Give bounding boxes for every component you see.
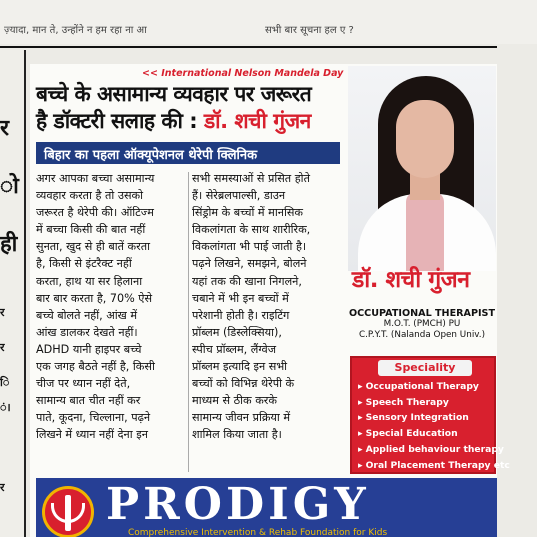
body-line: चीज पर ध्यान नहीं देते, <box>36 377 131 391</box>
body-line: करता, हाथ या सर हिलाना <box>36 274 143 288</box>
headline-line-2 <box>36 107 311 135</box>
body-line: सिंड्रोम के बच्चों में मानसिक <box>192 206 303 220</box>
body-line: बच्चों को विभिन्न थेरेपी के <box>192 377 295 391</box>
logo-bar <box>65 495 71 531</box>
body-line: सामान्य बात चीत नहीं कर <box>36 394 141 408</box>
headline-prefix: है डॉक्टरी सलाह की : <box>36 109 204 133</box>
body-line: माध्यम से ठीक करके <box>192 394 277 408</box>
left-fragment: र <box>0 481 5 494</box>
speciality-item: ▸ Special Education <box>358 426 510 442</box>
left-fragment: र <box>0 116 9 141</box>
speciality-item: ▸ Speech Therapy <box>358 395 510 411</box>
left-fragment: र <box>0 306 5 319</box>
photo-face <box>396 100 454 178</box>
body-line: सामान्य जीवन प्रक्रिया में <box>192 411 291 425</box>
body-column-2 <box>192 170 342 444</box>
body-line: परेशानी होती है। राइटिंग <box>192 308 290 322</box>
doctor-credentials <box>348 308 496 341</box>
speciality-item: ▸ Applied behaviour therapy <box>358 442 510 458</box>
previous-article-strip <box>0 0 537 44</box>
doctor-name-caption: डॉ. शची गुंजन <box>352 267 470 293</box>
body-line: प्रॉब्लम इत्यादि इन सभी <box>192 360 288 374</box>
left-fragment: ं। <box>0 401 11 414</box>
prodigy-banner <box>36 478 497 537</box>
body-line: विकलांगता के साथ शारीरिक, <box>192 223 311 237</box>
prodigy-tagline: Comprehensive Intervention & Rehab Foundation for Kids <box>128 528 388 537</box>
body-line: अगर आपका बच्चा असामान्य <box>36 172 155 185</box>
speciality-title: Speciality <box>378 360 472 376</box>
headline-line-1: बच्चे के असामान्य व्यवहार पर जरूरत <box>36 82 312 106</box>
left-fragment: र <box>0 341 5 354</box>
body-line: स्पीच प्रॉब्लम, लैंग्वेज <box>192 342 277 356</box>
prodigy-logo-icon <box>42 486 94 537</box>
body-line: विकलांगता भी पाई जाती है। <box>192 240 307 254</box>
photo-top <box>406 192 444 271</box>
prodigy-wordmark: PRODIGY <box>106 479 370 530</box>
body-line: हैं। सेरेब्रलपाल्सी, डाउन <box>192 189 286 203</box>
role-degree: M.O.T. (PMCH) PU <box>383 319 461 329</box>
body-line: में बच्चा किसी की बात नहीं <box>36 223 146 237</box>
speciality-item: ▸ Occupational Therapy <box>358 379 510 395</box>
body-line: आंख डालकर देखते नहीं। <box>36 325 138 339</box>
body-line: शामिल किया जाता है। <box>192 428 282 442</box>
body-line: पढ़ने लिखने, समझने, बोलने <box>192 257 307 271</box>
body-line: प्रॉब्लम (डिस्लेक्सिया), <box>192 325 282 339</box>
body-line: चबाने में भी इन बच्चों में <box>192 291 289 305</box>
body-line: है, किसी से इंटरैक्ट नहीं <box>36 257 132 271</box>
body-column-1 <box>36 170 186 444</box>
role-title: OCCUPATIONAL THERAPIST <box>348 308 496 319</box>
speciality-item: ▸ Oral Placement Therapy etc <box>358 458 510 474</box>
speciality-list <box>358 379 510 473</box>
event-tag: << International Nelson Mandela Day <box>142 68 344 79</box>
left-fragment: ि <box>0 376 10 389</box>
body-line: एक जगह बैठते नहीं है, किसी <box>36 360 155 374</box>
speciality-item: ▸ Sensory Integration <box>358 410 510 426</box>
news-article <box>30 64 510 537</box>
speciality-box <box>350 356 510 474</box>
subheading-bar: बिहार का पहला ऑक्यूपेशनल थेरेपी क्लिनिक <box>36 142 340 164</box>
headline-doctor-name: डॉ. शची गुंजन <box>203 109 311 133</box>
body-line: लिखने में ध्यान नहीं देना इन <box>36 428 148 442</box>
doctor-photo <box>348 66 496 271</box>
previous-text-right: सभी बार सूचना हल ए ? <box>265 25 354 36</box>
body-line: जरूरत है थेरेपी की। ऑटिज्म <box>36 206 154 220</box>
body-line: व्यवहार करता है तो उसको <box>36 189 144 203</box>
body-line: बच्चे बोलते नहीं, आंख में <box>36 308 138 322</box>
body-line: पाते, कूदना, चिल्लाना, पढ़ने <box>36 411 151 425</box>
body-line: बार बार करता है, 70% ऐसे <box>36 291 153 305</box>
body-line: सभी समस्याओं से प्रसित होते <box>192 172 310 185</box>
body-line: यहां तक की खाना निगलने, <box>192 274 302 288</box>
adjacent-article-edge <box>0 50 24 537</box>
column-divider <box>24 50 26 537</box>
column-rule <box>188 172 189 472</box>
previous-text-left: ज़्यादा, मान ते, उन्होंने न हम रहा ना आ <box>4 25 147 36</box>
left-fragment: ो <box>0 174 19 199</box>
body-line: सुनता, खुद से ही बातें करता <box>36 240 150 254</box>
left-fragment: ही <box>0 232 18 257</box>
role-certification: C.P.Y.T. (Nalanda Open Univ.) <box>358 330 486 340</box>
top-divider <box>0 46 497 48</box>
body-line: ADHD यानी हाइपर बच्चे <box>36 342 142 356</box>
